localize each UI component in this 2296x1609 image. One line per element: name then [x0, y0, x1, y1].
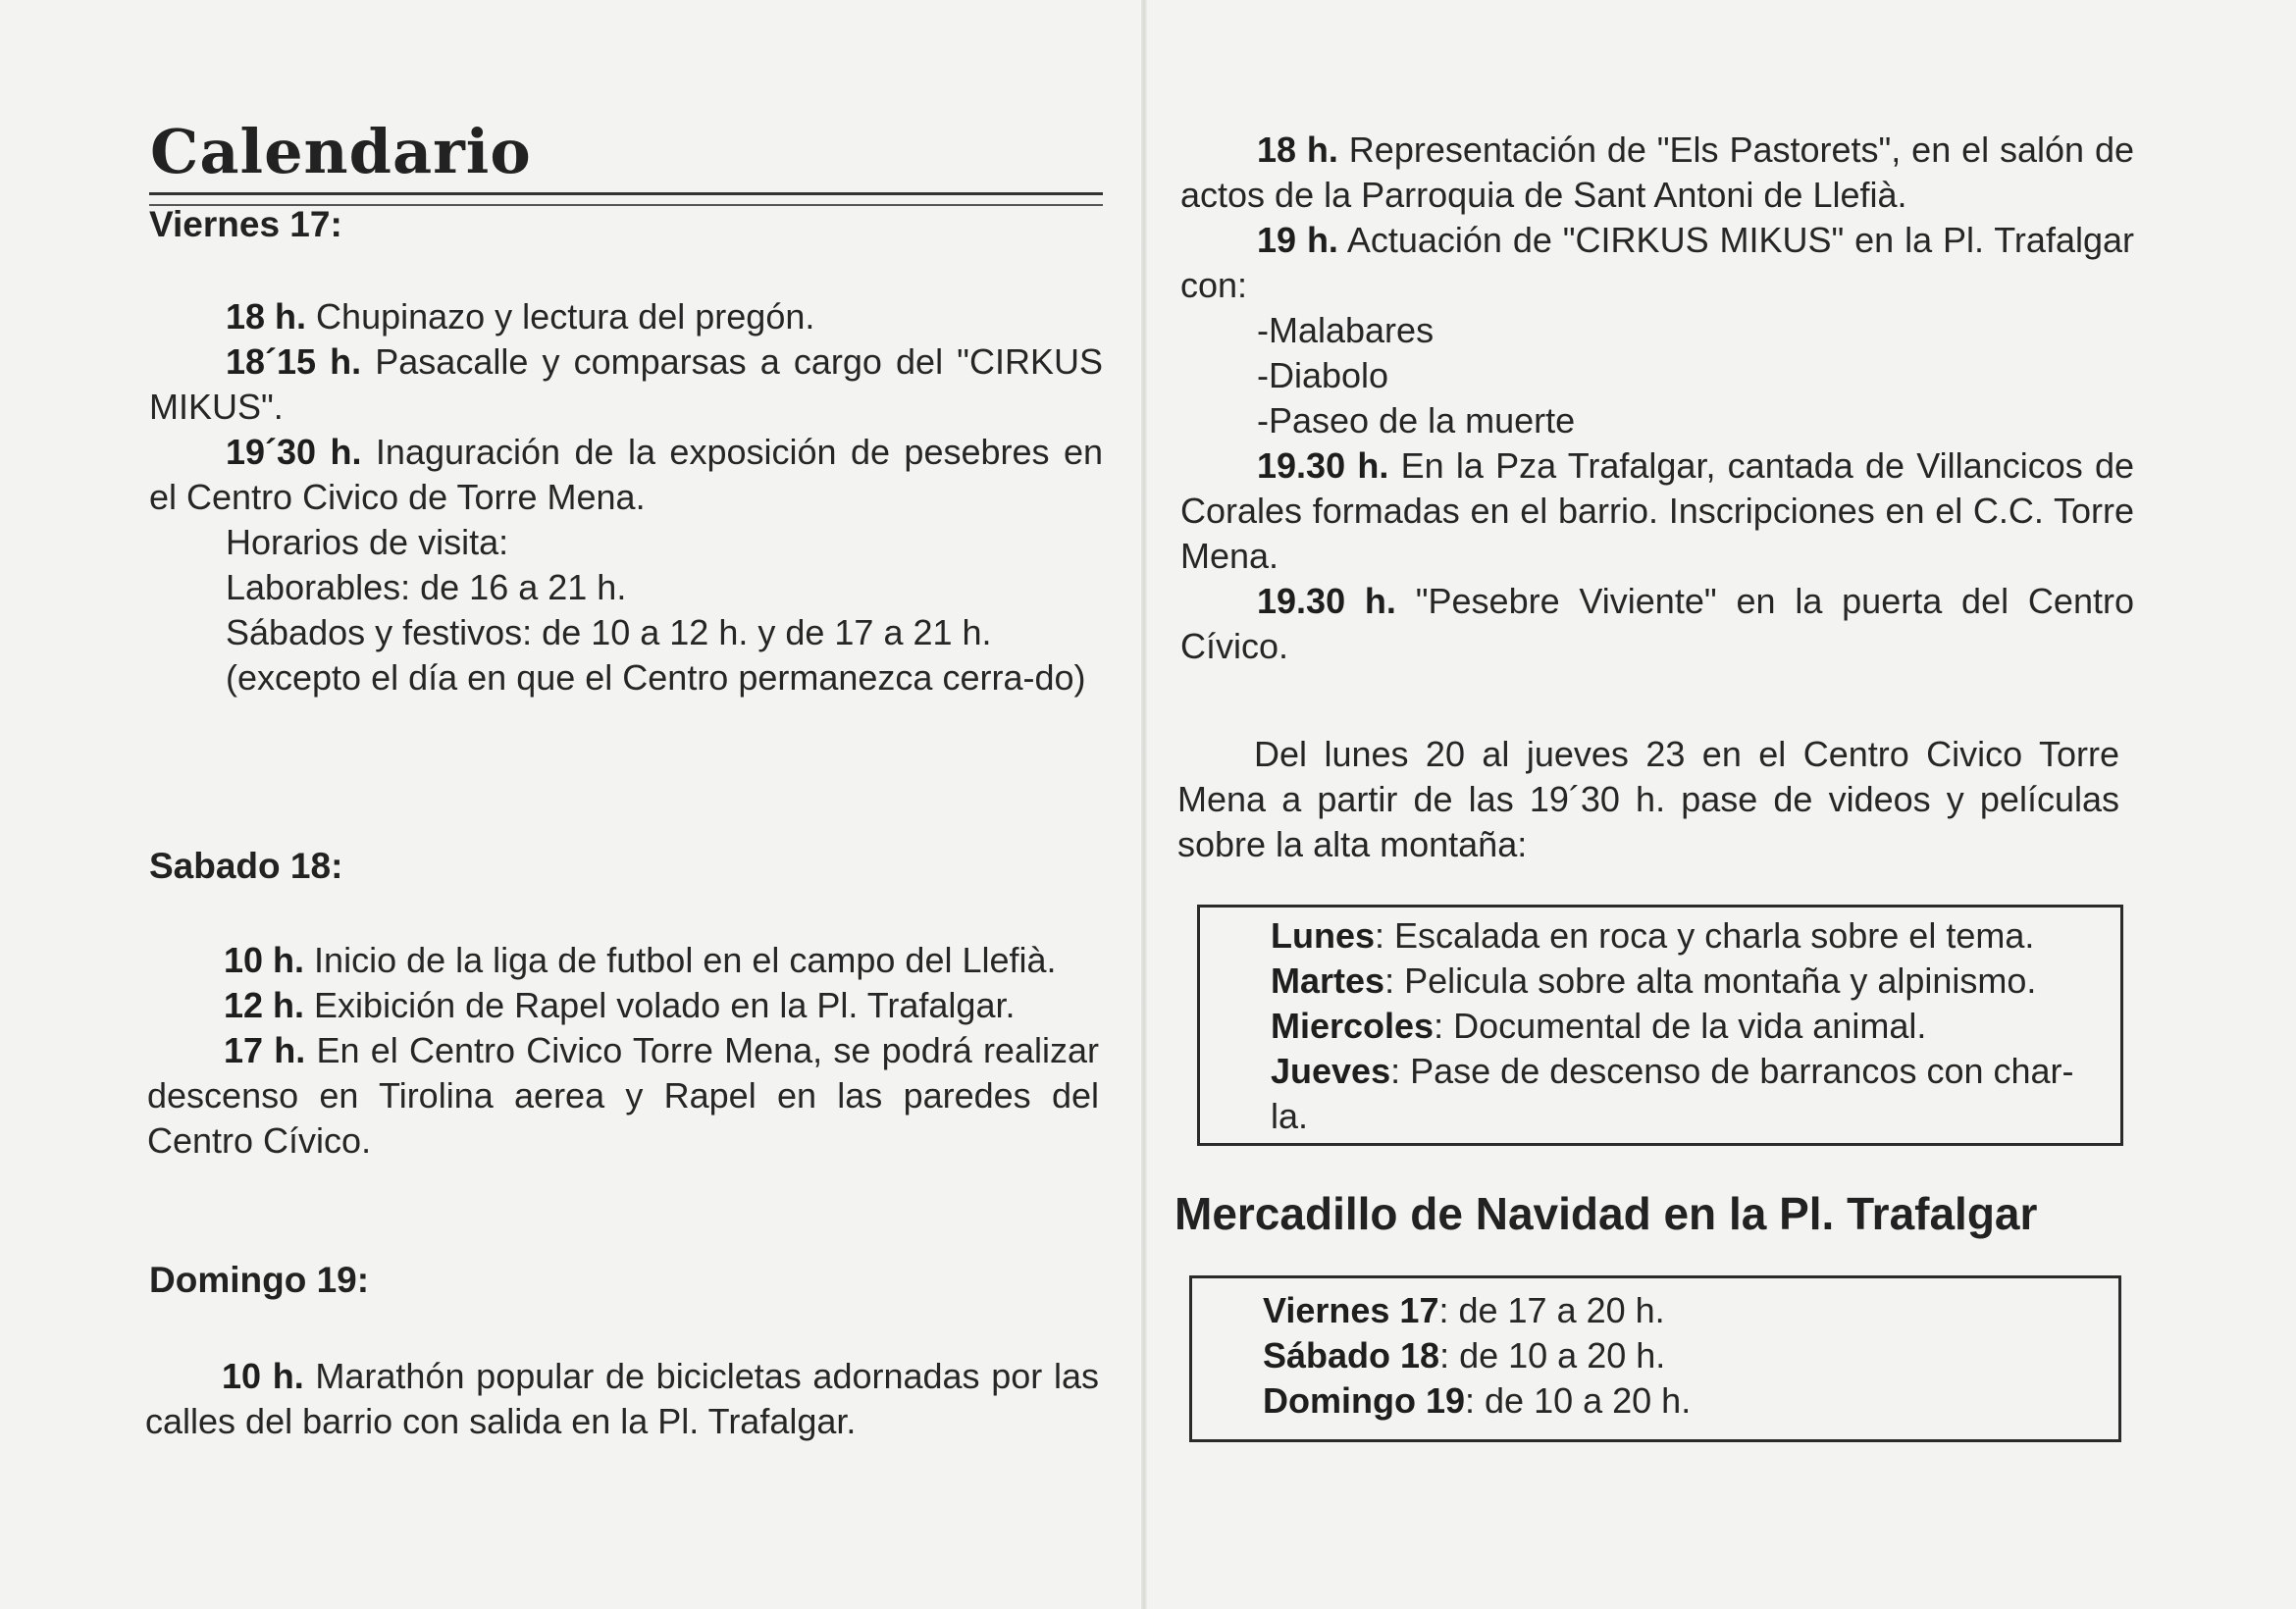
- visit-hours-line: Horarios de visita:: [226, 522, 509, 562]
- video-text: : Pelicula sobre alta montaña y alpinismo.: [1384, 960, 2037, 1001]
- market-day-hours: : de 17 a 20 h.: [1438, 1290, 1665, 1330]
- video-day: Miercoles: [1271, 1006, 1435, 1046]
- market-day-label: Viernes 17: [1263, 1290, 1439, 1330]
- videos-box: [1197, 905, 2123, 1146]
- schedule-time: 10 h.: [224, 940, 305, 980]
- video-item: [1271, 1049, 2109, 1139]
- market-day-label: Sábado 18: [1263, 1335, 1440, 1375]
- act-item: -Malabares: [1257, 310, 1435, 350]
- friday-heading: Viernes 17:: [149, 204, 342, 244]
- video-text: : Escalada en roca y charla sobre el tema.: [1375, 915, 2035, 956]
- market-day: [1263, 1333, 2107, 1378]
- schedule-text: "Pesebre Viviente" en la puerta del Centro Cívico.: [1180, 581, 2134, 666]
- schedule-item: [145, 1354, 1099, 1444]
- market-day-hours: : de 10 a 20 h.: [1439, 1335, 1666, 1375]
- market-day: [1263, 1288, 2107, 1333]
- schedule-text: Actuación de "CIRKUS MIKUS" en la Pl. Trafalgar con:: [1180, 220, 2134, 305]
- schedule-item: [1180, 128, 2134, 218]
- page-fold: [1141, 0, 1147, 1609]
- schedule-time: 12 h.: [224, 985, 305, 1025]
- schedule-time: 18 h.: [226, 296, 307, 337]
- act-item: -Paseo de la muerte: [1257, 400, 1576, 441]
- video-day: Martes: [1271, 960, 1385, 1001]
- schedule-text: Pasacalle y comparsas a cargo del "CIRKUS MIKUS".: [149, 341, 1103, 427]
- schedule-item: [147, 983, 1099, 1028]
- friday-schedule: [149, 294, 1103, 701]
- schedule-item: [1180, 579, 2134, 669]
- video-text: : Documental de la vida animal.: [1434, 1006, 1927, 1046]
- schedule-text: En la Pza Trafalgar, cantada de Villancicos de Corales formadas en el barrio. Inscripciones en el C.C. Torre Mena.: [1180, 445, 2134, 576]
- schedule-text: En el Centro Civico Torre Mena, se podrá realizar descenso en Tirolina aerea y Rapel en las paredes del Centro Cívico.: [147, 1030, 1099, 1161]
- schedule-text: Marathón popular de bicicletas adornadas por las calles del barrio con salida en la Pl. Trafalgar.: [145, 1356, 1099, 1441]
- schedule-time: 17 h.: [224, 1030, 306, 1070]
- visit-hours-note: (excepto el día en que el Centro permanezca cerra-do): [226, 657, 1086, 698]
- schedule-item: [149, 294, 1103, 339]
- right-schedule: [1180, 128, 2134, 669]
- video-day: Jueves: [1271, 1051, 1391, 1091]
- schedule-text: Representación de "Els Pastorets", en el salón de actos de la Parroquia de Sant Antoni de Llefià.: [1180, 130, 2134, 215]
- video-item: [1271, 1004, 2109, 1049]
- schedule-time: 19.30 h.: [1257, 581, 1396, 621]
- sunday-schedule: [145, 1354, 1099, 1444]
- video-text: : Pase de descenso de barrancos con char-la.: [1271, 1051, 2074, 1136]
- schedule-text: Chupinazo y lectura del pregón.: [306, 296, 815, 337]
- market-day: [1263, 1378, 2107, 1424]
- schedule-time: 18 h.: [1257, 130, 1338, 170]
- schedule-time: 10 h.: [222, 1356, 304, 1396]
- visit-hours-line: Sábados y festivos: de 10 a 12 h. y de 17 a 21 h.: [226, 612, 992, 652]
- schedule-item: [149, 430, 1103, 520]
- schedule-item: [1180, 443, 2134, 579]
- schedule-time: 19.30 h.: [1257, 445, 1389, 486]
- videos-intro-text: Del lunes 20 al jueves 23 en el Centro Civico Torre Mena a partir de las 19´30 h. pase de videos y películas sobre la alta montaña:: [1177, 734, 2119, 864]
- schedule-time: 18´15 h.: [226, 341, 362, 382]
- schedule-text: Inaguración de la exposición de pesebres en el Centro Civico de Torre Mena.: [149, 432, 1103, 517]
- sunday-heading: Domingo 19:: [149, 1260, 370, 1300]
- page-title: Calendario: [150, 116, 532, 187]
- act-item: -Diabolo: [1257, 355, 1389, 395]
- left-page: [0, 0, 1138, 1609]
- schedule-text: Inicio de la liga de futbol en el campo del Llefià.: [304, 940, 1057, 980]
- schedule-item: [149, 339, 1103, 430]
- market-day-hours: : de 10 a 20 h.: [1465, 1380, 1692, 1421]
- schedule-text: Exibición de Rapel volado en la Pl. Trafalgar.: [304, 985, 1016, 1025]
- video-item: [1271, 913, 2109, 959]
- video-day: Lunes: [1271, 915, 1376, 956]
- schedule-item: [1180, 218, 2134, 308]
- market-day-label: Domingo 19: [1263, 1380, 1466, 1421]
- schedule-item: [147, 1028, 1099, 1164]
- schedule-time: 19´30 h.: [226, 432, 362, 472]
- visit-hours-line: Laborables: de 16 a 21 h.: [226, 567, 627, 607]
- schedule-time: 19 h.: [1257, 220, 1338, 260]
- saturday-heading: Sabado 18:: [149, 846, 343, 886]
- market-title: Mercadillo de Navidad en la Pl. Trafalgar: [1174, 1188, 2038, 1239]
- schedule-item: [147, 938, 1099, 983]
- video-item: [1271, 959, 2109, 1004]
- market-box: [1189, 1275, 2121, 1442]
- saturday-schedule: [147, 938, 1099, 1164]
- videos-intro: [1177, 732, 2119, 867]
